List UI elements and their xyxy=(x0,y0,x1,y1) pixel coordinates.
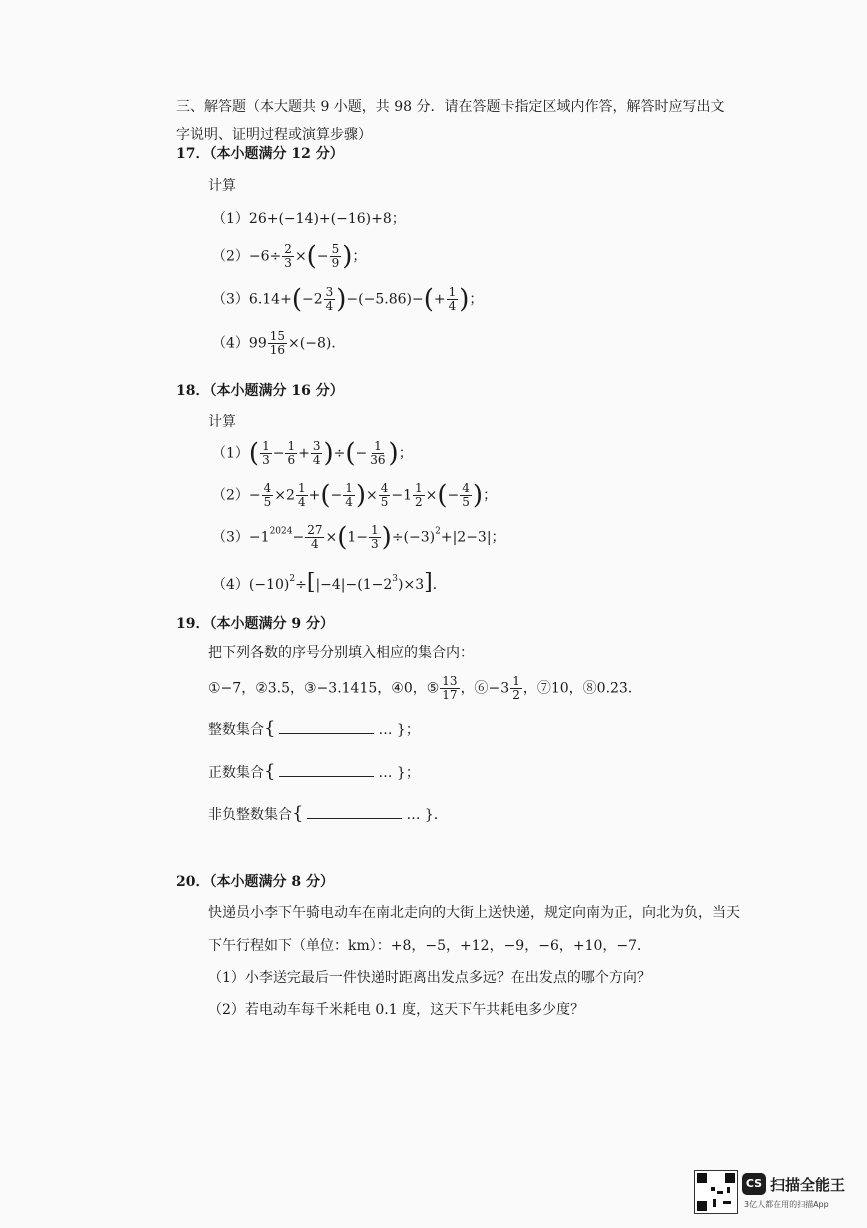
nonneg-integer-set: 非负整数集合{ … }． xyxy=(208,803,448,824)
answer-blank[interactable] xyxy=(279,764,374,777)
q18-part1: （1）( $\frac{1}{3}$ − $\frac{1}{6}$ + $\frac{3}{4}$ )÷(− $\frac{1}{36}$ )； xyxy=(212,438,413,469)
q18-instruction: 计算 xyxy=(208,414,236,430)
part-label: （2） xyxy=(212,248,249,265)
part-label: （3） xyxy=(212,291,249,308)
fraction: $\frac{1}{4}$ xyxy=(448,285,457,313)
q20-text-line1: 快递员小李下午骑电动车在南北走向的大街上送快递，规定向南为正，向北为负，当天 xyxy=(208,905,740,921)
part-label: （4） xyxy=(212,335,249,352)
q18-heading: 18．（本小题满分 16 分） xyxy=(176,383,344,399)
q17-part4: （4）99 $\frac{15}{16}$ ×(−8)． xyxy=(212,329,346,357)
q19-heading: 19．（本小题满分 9 分） xyxy=(176,616,334,632)
expr-text: × xyxy=(294,248,307,265)
q19-number-list: ①−7，②3.5，③−3.1415，④0，⑤ $\frac{13}{17}$ ，⑥−3 $\frac{1}{2}$ ，⑦10，⑧0.2̇3̇． xyxy=(208,674,642,702)
q18-part3: $(3)-1^{2024}-$ $\frac{27}{4}$ ×(1− $\frac{1}{3}$ )$\div(-3)^2+|2-3|$； xyxy=(212,522,506,553)
q18-part4: $(4)(-10)^2\div[|-4|-(1-2^3)\times 3]$． xyxy=(212,570,447,595)
positive-set: 正数集合{ … }； xyxy=(208,761,420,782)
part-label: （1） xyxy=(212,211,249,227)
answer-blank[interactable] xyxy=(307,806,402,819)
q17-part2: （2）−6÷ $\frac{2}{3}$ ×(− $\frac{5}{9}$ )； xyxy=(212,241,367,272)
scanner-brand: 扫描全能王 xyxy=(770,1176,846,1194)
q17-heading: 17．（本小题满分 12 分） xyxy=(176,146,344,162)
qr-code-icon xyxy=(694,1170,738,1214)
scanner-tagline: 3亿人都在用的扫描App xyxy=(744,1200,829,1209)
q20-heading: 20．（本小题满分 8 分） xyxy=(176,874,334,890)
section-title: 三、解答题（本大题共 9 小题，共 98 分．请在答题卡指定区域内作答，解答时应写出文字说明、证明过程或演算步骤） xyxy=(176,99,725,143)
q17-part3: （3）6.14+(−2 $\frac{3}{4}$ )−(−5.86)−(+ $\frac{1}{4}$ )； xyxy=(212,284,484,315)
q20-sub2: （2）若电动车每千米耗电 0.1 度，这天下午共耗电多少度？ xyxy=(208,1002,585,1018)
q20-sub1: （1）小李送完最后一件快递时距离出发点多远？在出发点的哪个方向？ xyxy=(208,970,651,986)
expression: 26+(−14)+(−16)+8； xyxy=(248,211,406,227)
q17-part1 xyxy=(212,208,406,228)
q18-part2: （2）− $\frac{4}{5}$ ×2 $\frac{1}{4}$ +(− $\frac{1}{4}$ )× $\frac{4}{5}$ −1 $\frac{1}{2}$ ×(− $\frac{4}{5}$ )； xyxy=(212,480,498,511)
fraction: $\frac{15}{16}$ xyxy=(269,329,286,357)
q19-instruction: 把下列各数的序号分别填入相应的集合内： xyxy=(208,645,474,661)
scanner-logo-icon: CS xyxy=(742,1173,766,1195)
q17-instruction: 计算 xyxy=(208,178,236,194)
fraction: $\frac{5}{9}$ xyxy=(331,242,340,270)
answer-blank[interactable] xyxy=(279,721,374,734)
integer-set: 整数集合{ … }； xyxy=(208,718,420,739)
fraction: $\frac{2}{3}$ xyxy=(284,242,292,270)
fraction: $\frac{3}{4}$ xyxy=(325,285,334,313)
expr-text: −6÷ xyxy=(248,248,282,265)
q20-text-line2: 下午行程如下（单位：km）：+8，−5，+12，−9，−6，+10，−7． xyxy=(208,938,652,954)
